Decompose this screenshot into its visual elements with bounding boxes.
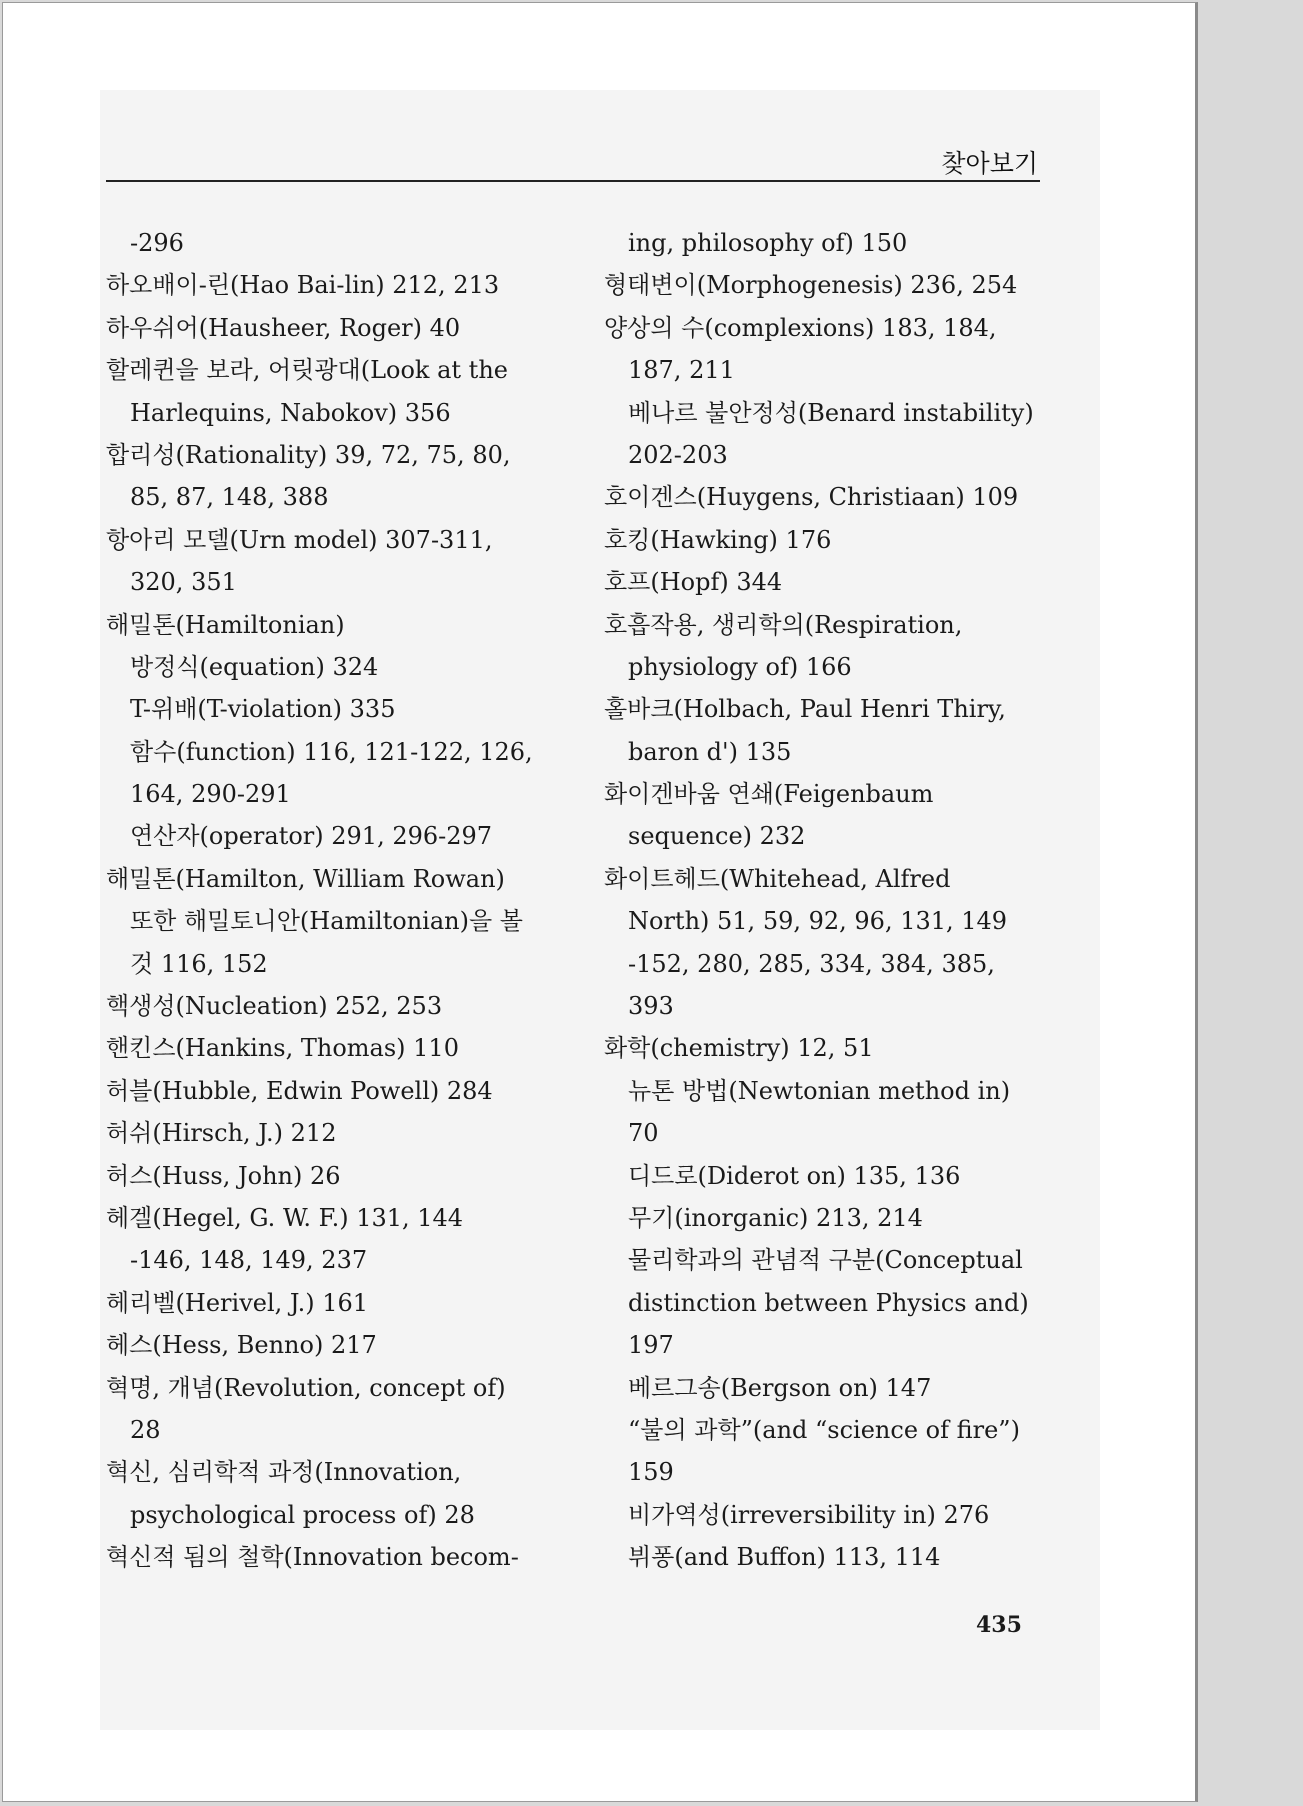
index-entry-line: 허쉬(Hirsch, J.) 212	[106, 1119, 337, 1148]
index-subentry-line: 393	[628, 992, 674, 1021]
index-subentry-line: sequence) 232	[628, 822, 806, 851]
index-subentry-line: psychological process of) 28	[130, 1500, 475, 1529]
index-entry-line: 혁신적 됨의 철학(Innovation becom-	[106, 1543, 519, 1572]
index-subentry-line: 비가역성(irreversibility in) 276	[628, 1500, 990, 1529]
index-subentry-line: “불의 과학”(and “science of fire”)	[628, 1415, 1020, 1444]
index-entry-line: 핸킨스(Hankins, Thomas) 110	[106, 1034, 459, 1063]
index-entry-line: 핵생성(Nucleation) 252, 253	[106, 992, 443, 1021]
index-entry-line: 형태변이(Morphogenesis) 236, 254	[604, 271, 1018, 300]
index-entry-line: 홀바크(Holbach, Paul Henri Thiry,	[604, 695, 1006, 724]
index-entry-line: 화이겐바움 연쇄(Feigenbaum	[604, 780, 934, 809]
index-subentry-line: 방정식(equation) 324	[130, 652, 379, 681]
index-entry-line: 할레퀸을 보라, 어릿광대(Look at the	[106, 356, 508, 385]
index-subentry-line: 베나르 불안정성(Benard instability)	[628, 398, 1034, 427]
index-subentry-line: 함수(function) 116, 121-122, 126,	[130, 737, 533, 766]
index-entry-line: 허블(Hubble, Edwin Powell) 284	[106, 1076, 493, 1105]
index-entry-line: 허스(Huss, John) 26	[106, 1161, 341, 1190]
index-subentry-line: 디드로(Diderot on) 135, 136	[628, 1161, 961, 1190]
index-entry-line: 합리성(Rationality) 39, 72, 75, 80,	[106, 440, 511, 469]
index-subentry-line: 320, 351	[130, 568, 237, 597]
index-column-right	[604, 222, 1054, 1579]
index-subentry-line: 197	[628, 1331, 674, 1360]
index-subentry-line: 뉴톤 방법(Newtonian method in)	[628, 1076, 1011, 1105]
index-entry-line: 호흡작용, 생리학의(Respiration,	[604, 610, 963, 639]
index-subentry-line: 물리학과의 관념적 구분(Conceptual	[628, 1246, 1023, 1275]
index-entry-line: 호킹(Hawking) 176	[604, 525, 832, 554]
index-subentry-line: -146, 148, 149, 237	[130, 1246, 368, 1275]
index-subentry-line: 187, 211	[628, 356, 735, 385]
index-entry-line: 헤스(Hess, Benno) 217	[106, 1331, 377, 1360]
index-entry-line: 혁명, 개념(Revolution, concept of)	[106, 1373, 506, 1402]
index-entry-line: 해밀톤(Hamiltonian)	[106, 610, 345, 639]
index-subentry-line: North) 51, 59, 92, 96, 131, 149	[628, 907, 1008, 936]
index-entry-line: 혁신, 심리학적 과정(Innovation,	[106, 1458, 462, 1487]
index-subentry-line: 159	[628, 1458, 674, 1487]
index-subentry-line: T-위배(T-violation) 335	[130, 695, 396, 724]
index-column-left	[106, 222, 546, 1579]
index-entry-line: 헤리벨(Herivel, J.) 161	[106, 1288, 369, 1317]
index-subentry-line: physiology of) 166	[628, 652, 852, 681]
index-subentry-line: 또한 해밀토니안(Hamiltonian)을 볼	[130, 907, 523, 936]
index-entry-line: 해밀톤(Hamilton, William Rowan)	[106, 864, 505, 893]
index-subentry-line: 베르그송(Bergson on) 147	[628, 1373, 932, 1402]
index-entry-line: 헤겔(Hegel, G. W. F.) 131, 144	[106, 1203, 464, 1232]
index-subentry-line: 무기(inorganic) 213, 214	[628, 1203, 923, 1232]
index-entry-line: 화이트헤드(Whitehead, Alfred	[604, 864, 951, 893]
header-rule	[106, 180, 1040, 182]
index-entry-line: 하오배이-린(Hao Bai-lin) 212, 213	[106, 271, 500, 300]
index-subentry-line: 85, 87, 148, 388	[130, 483, 329, 512]
index-subentry-line: 164, 290-291	[130, 780, 291, 809]
index-entry-line: 화학(chemistry) 12, 51	[604, 1034, 874, 1063]
index-subentry-line: Harlequins, Nabokov) 356	[130, 398, 451, 427]
index-subentry-line: ing, philosophy of) 150	[628, 229, 908, 257]
index-subentry-line: 연산자(operator) 291, 296-297	[130, 822, 493, 851]
index-subentry-line: -296	[130, 229, 184, 257]
index-entry-line: 항아리 모델(Urn model) 307-311,	[106, 525, 493, 554]
index-entry-line: 호프(Hopf) 344	[604, 568, 783, 597]
index-entry-line: 양상의 수(complexions) 183, 184,	[604, 313, 997, 342]
index-subentry-line: -152, 280, 285, 334, 384, 385,	[628, 949, 995, 978]
index-subentry-line: 것 116, 152	[130, 949, 268, 978]
index-subentry-line: 70	[628, 1119, 659, 1148]
page-number: 435	[976, 1612, 1022, 1638]
index-subentry-line: 뷔퐁(and Buffon) 113, 114	[628, 1543, 941, 1572]
running-head: 찾아보기	[941, 149, 1038, 178]
index-subentry-line: 202-203	[628, 440, 728, 469]
index-subentry-line: baron d') 135	[628, 737, 792, 766]
index-entry-line: 호이겐스(Huygens, Christiaan) 109	[604, 483, 1019, 512]
index-subentry-line: distinction between Physics and)	[628, 1288, 1029, 1317]
index-entry-line: 하우쉬어(Hausheer, Roger) 40	[106, 313, 461, 342]
index-subentry-line: 28	[130, 1415, 161, 1444]
